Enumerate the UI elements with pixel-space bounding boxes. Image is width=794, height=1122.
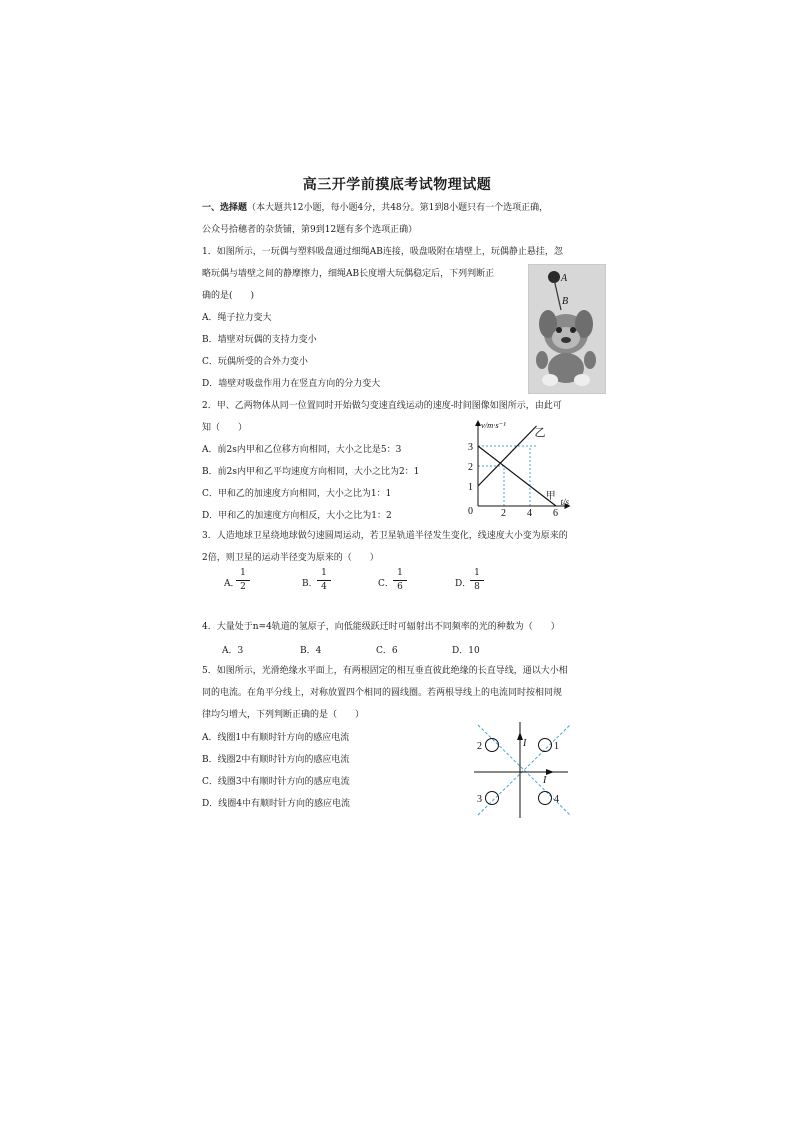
fraction-numerator: 1: [397, 568, 403, 578]
coil-4: [539, 792, 552, 805]
coil-3: [486, 792, 499, 805]
section-desc-2: 公众号拾穗者的杂货铺，第9到12题有多个选项正确）: [202, 225, 418, 235]
y-tick-label: 3: [468, 442, 473, 453]
label-b: B: [562, 296, 569, 307]
fraction-denominator: 4: [321, 582, 327, 592]
q4-option-b: B．4: [300, 646, 322, 656]
section-desc-1: （本大题共12小题，每小题4分，共48分。第1到8小题只有一个选项正确，: [247, 203, 549, 213]
y-tick-label: 2: [468, 462, 473, 473]
q2-option-d: D．甲和乙的加速度方向相反，大小之比为1：2: [202, 511, 392, 521]
q5-option-b: B．线圈2中有顺时针方向的感应电流: [202, 755, 350, 765]
q3-option-c-label: C．: [378, 579, 394, 589]
x-axis-label: t/s: [560, 497, 570, 507]
series-line-yi: [478, 426, 537, 486]
label-a: A: [561, 273, 568, 284]
fraction-numerator: 1: [474, 568, 480, 578]
fraction-numerator: 1: [240, 568, 246, 578]
page-title: 高三开学前摸底考试物理试题: [302, 177, 492, 193]
x-tick-label: 2: [501, 508, 506, 518]
fraction-denominator: 6: [397, 582, 403, 592]
section-instructions: [202, 202, 548, 214]
x-tick-label: 4: [527, 508, 532, 518]
q2-stem-2: 知（ ）: [202, 423, 248, 433]
q3-stem-2: 2倍，则卫星的运动半径变为原来的（ ）: [202, 553, 379, 563]
coil-2: [486, 739, 499, 752]
q1-stem-1: 1．如图所示，一玩偶与塑料吸盘通过细绳AB连接，吸盘吸附在墙壁上，玩偶静止悬挂，忽: [202, 247, 563, 257]
current-label-horizontal: I: [543, 775, 547, 786]
section-heading: 一、选择题: [202, 203, 248, 213]
q2-option-a: A．前2s内甲和乙位移方向相同，大小之比是5：3: [202, 445, 402, 455]
q5-wires-figure: [470, 720, 580, 820]
fraction-denominator: 2: [240, 582, 246, 592]
y-axis-label: v/m·s⁻¹: [481, 420, 506, 430]
fraction-denominator: 8: [474, 582, 480, 592]
q5-stem-3: 律均匀增大，下列判断正确的是（ ）: [202, 710, 365, 720]
q5-stem-2: 同的电流。在角平分线上，对称放置四个相同的圆线圈。若两根导线上的电流同时按相同规: [202, 688, 563, 698]
current-label-vertical: I: [523, 738, 527, 749]
q3-stem-1: 3．人造地球卫星绕地球做匀速圆周运动，若卫星轨道半径发生变化，线速度大小变为原来的: [202, 531, 568, 541]
q1-option-a: A．绳子拉力变大: [202, 313, 272, 323]
coil-label-4: 4: [554, 794, 559, 805]
q1-option-d: D．墙壁对吸盘作用力在竖直方向的分力变大: [202, 379, 381, 389]
q5-option-a: A．线圈1中有顺时针方向的感应电流: [202, 733, 350, 743]
q5-option-d: D．线圈4中有顺时针方向的感应电流: [202, 799, 350, 809]
q4-option-c: C．6: [376, 646, 398, 656]
q1-option-c: C．玩偶所受的合外力变小: [202, 357, 308, 367]
series-label-jia: 甲: [545, 491, 556, 502]
q2-option-b: B．前2s内甲和乙平均速度方向相同，大小之比为2：1: [202, 467, 420, 477]
current-arrow-right-icon: [546, 769, 554, 775]
q2-stem-1: 2．甲、乙两物体从同一位置同时开始做匀变速直线运动的速度-时间图像如图所示，由此可: [202, 401, 562, 411]
q3-option-a-label: A．: [224, 579, 240, 589]
q1-stem-3: 确的是( ): [202, 291, 255, 301]
q3-option-a-fraction: [236, 568, 250, 593]
series-label-yi: 乙: [534, 427, 546, 439]
q3-option-d-label: D．: [455, 579, 472, 589]
series-line-jia: [478, 446, 556, 506]
coil-label-3: 3: [477, 794, 482, 805]
q2-option-c: C．甲和乙的加速度方向相同，大小之比为1：1: [202, 489, 392, 499]
q4-option-d: D．10: [452, 646, 480, 656]
origin-label: 0: [468, 506, 473, 517]
q4-option-a: A．3: [222, 646, 244, 656]
q3-option-c-fraction: [393, 568, 407, 593]
q1-stem-2: 略玩偶与墙壁之间的静摩擦力，细绳AB长度增大玩偶稳定后，下列判断正: [202, 269, 495, 279]
x-tick-label: 6: [553, 508, 558, 518]
q1-doll-figure: [528, 264, 606, 394]
q3-option-d-fraction: [470, 568, 484, 593]
q1-option-b: B．墙壁对玩偶的支持力变小: [202, 335, 317, 345]
q5-stem-1: 5．如图所示，光滑绝缘水平面上，有两根固定的相互垂直彼此绝缘的长直导线，通以大小相: [202, 666, 568, 676]
y-tick-label: 1: [468, 482, 473, 493]
q4-stem: 4．大量处于n=4轨道的氢原子，向低能级跃迁时可辐射出不同频率的光的种数为（ ）: [202, 622, 560, 632]
q3-option-b-fraction: [317, 568, 331, 593]
fraction-numerator: 1: [321, 568, 327, 578]
coil-label-2: 2: [477, 741, 482, 752]
coil-label-1: 1: [554, 741, 559, 752]
vt-chart: [460, 418, 595, 518]
q5-option-c: C．线圈3中有顺时针方向的感应电流: [202, 777, 350, 787]
q3-option-b-label: B．: [302, 579, 318, 589]
